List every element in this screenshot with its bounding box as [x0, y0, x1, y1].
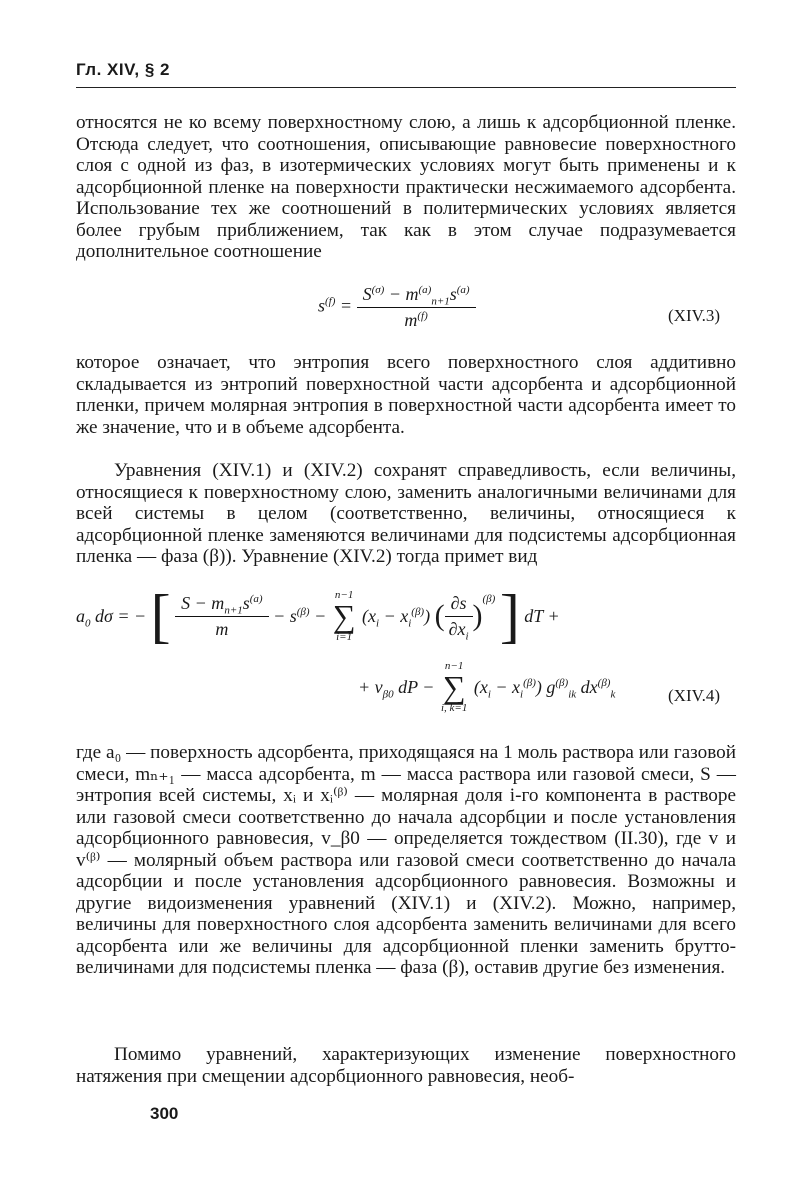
equation-xiv-3: $s^{(f)}$ = $\frac{S^{(\sigma)} - m^{(a)}_{n+1}s^{(a)}}{m^{(f)}}$: [318, 284, 476, 331]
paragraph-5: Помимо уравнений, характеризующих изменение поверхностного натяжения при смещении адсорбционного равновесия, необ-: [76, 1044, 736, 1087]
equation-xiv-4-line-2: + $v_{\beta 0}$ dP − n−1 ∑ i, k=1 $(x_i - x_i^{(\beta)})$ $g^{(\beta)}_{ik}$ $dx^{(\beta)}_k$: [358, 660, 616, 714]
equation-label-xiv-3: (XIV.3): [668, 306, 721, 325]
paragraph-1: относятся не ко всему поверхностному слою, а лишь к адсорбционной пленке. Отсюда следует, что соотношения, описывающие равновесие поверхностного слоя с одной из фаз, в изотермических условиях могут быть применены и к адсорбционной пленке на поверхности практически несжимаемого адсорбента. Использование тех же соотношений в политермических условиях является более грубым приближением, так как в этом случае подразумевается дополнительное соотношение: [76, 112, 736, 262]
page-number: 300: [150, 1104, 179, 1123]
running-head: Гл. XIV, § 2: [76, 60, 170, 79]
paragraph-4: где a₀ — поверхность адсорбента, приходящаяся на 1 моль раствора или газовой смеси, mₙ₊₁ — масса адсорбента, m — масса раствора или газовой смеси, S — энтропия всей системы, xᵢ и xᵢ⁽ᵝ⁾ — молярная доля i-го компонента в растворе или газовой смеси соответственно до начала адсорбции и после установления адсорбционного равновесия, v_β0 — определяется тождеством (II.30), где v и v⁽ᵝ⁾ — молярный объем раствора или газовой смеси соответственно до начала адсорбции и после установления адсорбционного равновесия. Возможны и другие видоизменения уравнений (XIV.1) и (XIV.2). Можно, например, величины для поверхностного слоя адсорбента заменить величинами для всего адсорбента или же величины для адсорбционной пленки заменить брутто-величинами для подсистемы пленка — фаза (β), оставив другие без изменения.: [76, 742, 736, 978]
paragraph-3: Уравнения (XIV.1) и (XIV.2) сохранят справедливость, если величины, относящиеся к поверхностному слою, заменить аналогичными величинами для всей системы в целом (соответственно, величины, относящиеся к адсорбционной пленке заменяются величинами для подсистемы адсорбционная пленка — фаза (β)). Уравнение (XIV.2) тогда примет вид: [76, 460, 736, 567]
equation-label-xiv-4: (XIV.4): [668, 686, 721, 705]
header-rule: [76, 87, 736, 88]
paragraph-2: которое означает, что энтропия всего поверхностного слоя аддитивно складывается из энтропий поверхностной части адсорбента и адсорбционной пленки, причем молярная энтропия в поверхностной части адсорбента имеет то же значение, что и в объеме адсорбента.: [76, 352, 736, 438]
equation-xiv-4-line-1: $a_0$ dσ = − [ $\frac{S - m_{n+1}s^{(a)}}{m}$ − $s^{(\beta)}$ − n−1 ∑ i=1 $(x_i - x_i^{(\beta)})$ ( $\frac{\partial s}{\partial x_i}$ )$^{(\beta)}$ ] dT +: [76, 583, 560, 649]
